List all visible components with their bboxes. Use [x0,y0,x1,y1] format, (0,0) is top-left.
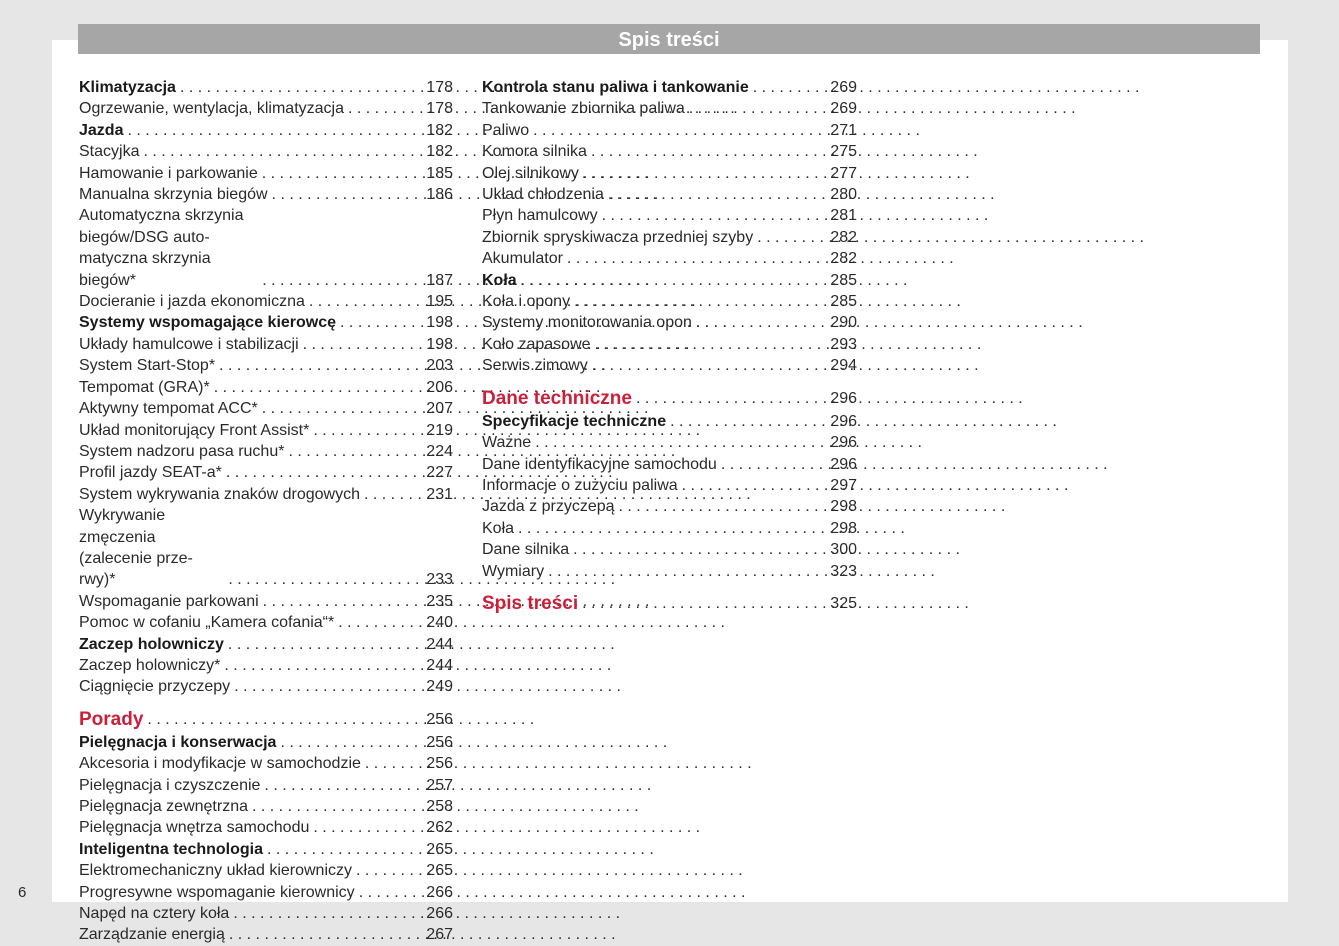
toc-dot-leader [666,411,807,432]
toc-dot-leader [305,291,403,312]
toc-page-number: 206 [426,378,453,396]
toc-dot-leader [615,496,807,517]
toc-page-number: 233 [426,571,453,589]
toc-entry-title: Zarządzanie energią [79,926,225,944]
toc-section-entry[interactable] [79,732,453,753]
toc-page-number: 269 [830,79,857,96]
toc-page-number: 265 [426,862,453,880]
toc-entry[interactable] [482,539,857,560]
toc-dot-leader [591,334,807,355]
toc-entry-title: Automatyczna skrzynia biegów/DSG auto-matyczna skrzynia biegów* [79,207,244,289]
toc-entry-title: Paliwo [482,121,530,139]
toc-entry-title: Płyn hamulcowy [482,207,598,225]
toc-entry-title: Ogrzewanie, wentylacja, klimatyzacja [79,100,344,118]
toc-entry-title: Koła i opony [482,293,571,311]
toc-entry[interactable] [79,676,453,697]
toc-entry[interactable] [79,141,453,162]
toc-page-number: 227 [426,464,453,482]
toc-page-number: 198 [426,335,453,353]
toc-entry-title: Zbiornik spryskiwacza przedniej szyby [482,228,754,246]
toc-entry-title: Progresywne wspomaganie kierownicy [79,883,355,901]
toc-entry[interactable] [482,355,857,376]
toc-entry[interactable] [79,860,453,881]
toc-page-number: 266 [426,905,453,923]
toc-dot-leader [678,475,807,496]
toc-dot-leader [143,708,403,732]
toc-entry[interactable] [79,753,453,774]
toc-entry[interactable] [79,591,453,612]
toc-entry-title: Kontrola stanu paliwa i tankowanie [482,79,749,96]
toc-dot-leader [352,860,403,881]
toc-entry[interactable] [79,163,453,184]
toc-page-number: 325 [830,594,857,612]
toc-dot-leader [544,561,807,582]
toc-page-number: 219 [426,421,453,439]
toc-entry[interactable] [79,924,453,945]
toc-page-number: 282 [830,250,857,268]
toc-dot-leader [260,775,403,796]
toc-page-number: 323 [830,562,857,580]
toc-dot-leader [588,355,807,376]
toc-entry[interactable] [482,184,857,205]
toc-entry-title: Jazda [79,121,124,139]
toc-dot-leader [309,817,403,838]
toc-entry[interactable] [79,420,453,441]
toc-page-number: 231 [426,485,453,503]
toc-entry[interactable] [482,120,857,141]
toc-entry[interactable] [79,775,453,796]
toc-entry-title: Pomoc w cofaniu „Kamera cofania“* [79,614,335,632]
toc-page-number: 280 [830,186,857,204]
toc-entry-title: Hamowanie i parkowanie [79,164,258,182]
toc-dot-leader [355,882,403,903]
toc-page-number: 271 [830,121,857,139]
toc-page-number: 185 [426,164,453,182]
toc-dot-leader [222,462,403,483]
toc-page-number: 296 [830,389,857,407]
toc-page-number: 256 [426,733,453,751]
toc-chapter-entry[interactable] [482,387,857,411]
toc-page-number: 277 [830,164,857,182]
toc-page-number: 267 [426,926,453,944]
toc-entry-title: Wykrywanie zmęczenia (zalecenie prze-rwy)* [79,507,193,589]
toc-section-entry[interactable] [482,411,857,432]
toc-entry-title: Koła [482,271,517,289]
toc-dot-leader [598,205,807,226]
toc-page-number: 262 [426,819,453,837]
toc-entry[interactable] [482,248,857,269]
toc-entry[interactable] [482,432,857,453]
toc-entry-title: Zaczep holowniczy [79,635,224,653]
toc-page-number: 258 [426,798,453,815]
toc-entry-title: System nadzoru pasa ruchu* [79,442,285,460]
toc-entry[interactable] [79,355,453,376]
toc-entry-title: Układ chłodzenia [482,186,604,204]
page-header-title: Spis treści [78,24,1260,54]
toc-entry-title: Serwis zimowy [482,357,588,375]
toc-entry[interactable] [482,454,857,475]
toc-dot-leader [215,355,403,376]
toc-entry-title: Tankowanie zbiornika paliwa [482,100,685,118]
toc-page-number: 296 [830,412,857,430]
toc-entry[interactable] [482,334,857,355]
toc-entry-title: Stacyjka [79,143,140,161]
toc-page-number: 285 [830,271,857,289]
toc-dot-leader [230,676,403,697]
toc-dot-leader [344,98,403,119]
toc-entry-title: Aktywny tempomat ACC* [79,400,258,418]
toc-dot-leader [258,270,403,291]
toc-entry-title: Komora silnika [482,143,587,161]
toc-page-number: 249 [426,678,453,696]
toc-entry-title: System wykrywania znaków drogowych [79,485,360,503]
toc-dot-leader [361,753,403,774]
toc-dot-leader [632,387,807,411]
toc-entry-title: Tempomat (GRA)* [79,378,210,396]
toc-page-number: 203 [426,357,453,375]
toc-entry-title: Akcesoria i modyfikacje w samochodzie [79,755,361,773]
toc-entry-title: Pielęgnacja i czyszczenie [79,776,261,794]
toc-page-number: 298 [830,519,857,537]
toc-page-number: 269 [830,100,857,118]
toc-entry-title: Ważne [482,434,532,452]
toc-dot-leader [579,163,807,184]
toc-section-entry[interactable] [79,839,453,860]
toc-dot-leader [176,77,403,98]
toc-dot-leader [268,184,403,205]
toc-entry-title: Pielęgnacja zewnętrzna [79,798,248,815]
toc-entry[interactable] [79,796,453,817]
toc-dot-leader [514,518,807,539]
toc-dot-leader [139,141,403,162]
toc-page-number: 244 [426,656,453,674]
toc-dot-leader [563,248,807,269]
toc-entry[interactable] [79,291,453,312]
toc-page-number: 300 [830,541,857,559]
toc-dot-leader [336,312,403,333]
toc-dot-leader [248,796,403,817]
toc-dot-leader [284,441,403,462]
toc-page-number: 182 [426,121,453,139]
toc-dot-leader [259,591,403,612]
toc-page-number: 207 [426,400,453,418]
toc-dot-leader [123,120,403,141]
toc-left-column [79,77,453,946]
toc-page-number: 235 [426,592,453,610]
toc-dot-leader [224,634,403,655]
toc-entry[interactable] [482,98,857,119]
toc-entry[interactable] [482,205,857,226]
toc-dot-leader [753,227,807,248]
toc-entry[interactable] [79,462,453,483]
toc-entry-title: System Start-Stop* [79,357,216,375]
toc-page-number: 244 [426,635,453,653]
toc-page-number: 256 [426,755,453,773]
toc-entry-title: Dane techniczne [482,387,632,409]
toc-page-number: 178 [426,100,453,118]
toc-dot-leader [220,655,403,676]
toc-entry-title: Docieranie i jazda ekonomiczna [79,293,305,311]
toc-page-number: 294 [830,357,857,375]
toc-page-number: 240 [426,614,453,632]
toc-section-entry[interactable] [79,312,453,333]
toc-page-number: 297 [830,476,857,494]
toc-dot-leader [299,334,403,355]
toc-entry[interactable] [482,227,857,248]
toc-page-number: 257 [426,776,453,794]
toc-dot-leader [604,184,807,205]
toc-entry-title: Jazda z przyczepą [482,498,615,516]
toc-dot-leader [225,924,403,945]
toc-entry-title: Akumulator [482,250,563,268]
toc-entry[interactable] [79,505,453,591]
toc-dot-leader [570,291,807,312]
toc-entry[interactable] [482,518,857,539]
toc-entry-title: Systemy wspomagające kierowcę [79,314,337,332]
toc-entry-title: Porady [79,708,144,730]
toc-dot-leader [749,77,807,98]
toc-entry[interactable] [79,205,453,291]
toc-dot-leader [258,163,403,184]
toc-entry-title: Układy hamulcowe i stabilizacji [79,335,299,353]
toc-dot-leader [263,839,403,860]
toc-page-number: 178 [426,79,453,96]
toc-section-entry[interactable] [482,77,857,98]
toc-entry-title: Spis treści [482,592,579,614]
toc-page-number: 281 [830,207,857,225]
toc-dot-leader [258,398,403,419]
toc-entry-title: Koła [482,519,515,537]
toc-dot-leader [360,484,403,505]
toc-page-number: 182 [426,143,453,161]
toc-dot-leader [309,420,403,441]
toc-entry[interactable] [79,612,453,633]
toc-dot-leader [224,569,403,590]
toc-page-number: 198 [426,314,453,332]
toc-section-entry[interactable] [79,120,453,141]
toc-entry[interactable] [79,655,453,676]
toc-entry[interactable] [482,496,857,517]
toc-entry-title: Wspomaganie parkowani [79,592,259,610]
toc-dot-leader [334,612,403,633]
toc-entry[interactable] [79,484,453,505]
toc-entry-title: Pielęgnacja i konserwacja [79,733,277,751]
toc-page-number: 186 [426,186,453,204]
toc-entry-title: Wymiary [482,562,545,580]
toc-entry-title: Koło zapasowe [482,335,591,353]
toc-entry[interactable] [482,291,857,312]
toc-entry-title: Układ monitorujący Front Assist* [79,421,310,439]
toc-entry-title: Ciągnięcie przyczepy [79,678,231,696]
toc-dot-leader [276,732,403,753]
toc-dot-leader [717,454,807,475]
toc-entry-title: Napęd na cztery koła [79,905,230,923]
toc-entry[interactable] [482,141,857,162]
toc-entry[interactable] [79,334,453,355]
toc-page-number: 187 [426,271,453,289]
toc-page-number: 285 [830,293,857,311]
toc-dot-leader [685,98,807,119]
toc-dot-leader [578,592,807,616]
toc-entry-title: Klimatyzacja [79,79,176,96]
toc-dot-leader [517,270,807,291]
toc-section-entry[interactable] [482,270,857,291]
toc-page-number: 296 [830,455,857,473]
toc-entry-title: Profil jazdy SEAT-a* [79,464,222,482]
toc-entry[interactable] [482,561,857,582]
toc-page-number: 224 [426,442,453,460]
toc-chapter-entry[interactable] [482,592,857,616]
toc-page-number: 275 [830,143,857,161]
toc-page-number: 282 [830,228,857,246]
toc-chapter-entry[interactable] [79,708,453,732]
toc-entry[interactable] [79,882,453,903]
toc-entry[interactable] [79,377,453,398]
toc-dot-leader [229,903,403,924]
toc-dot-leader [692,312,807,333]
toc-page-number: 266 [426,883,453,901]
toc-entry[interactable] [79,184,453,205]
toc-right-column [482,77,857,616]
toc-entry-title: Zaczep holowniczy* [79,656,221,674]
toc-entry[interactable] [482,163,857,184]
page-number: 6 [18,884,27,901]
toc-entry[interactable] [79,903,453,924]
toc-entry-title: Systemy monitorowania opon [482,314,692,332]
toc-page-number: 293 [830,335,857,353]
toc-entry-title: Olej silnikowy [482,164,579,182]
toc-dot-leader [529,120,807,141]
toc-entry-title: Pielęgnacja wnętrza samochodu [79,819,310,837]
toc-dot-leader [587,141,807,162]
toc-page-number: 195 [426,293,453,311]
toc-page-number: 256 [426,710,453,728]
toc-entry[interactable] [79,817,453,838]
toc-entry-title: Dane silnika [482,541,570,559]
toc-entry-title: Informacje o zużyciu paliwa [482,476,678,494]
toc-entry-title: Dane identyfikacyjne samochodu [482,455,717,473]
toc-entry[interactable] [482,475,857,496]
toc-section-entry[interactable] [79,77,453,98]
toc-page-number: 290 [830,314,857,332]
toc-entry[interactable] [482,312,857,333]
toc-entry[interactable] [79,98,453,119]
toc-dot-leader [531,432,807,453]
toc-entry-title: Elektromechaniczny układ kierowniczy [79,862,352,880]
toc-entry[interactable] [79,441,453,462]
toc-entry-title: Manualna skrzynia biegów [79,186,268,204]
toc-entry[interactable] [79,398,453,419]
toc-page-number: 296 [830,434,857,452]
toc-dot-leader [569,539,807,560]
toc-page-number: 265 [426,840,453,858]
toc-entry-title: Specyfikacje techniczne [482,412,667,430]
toc-entry-title: Inteligentna technologia [79,840,264,858]
toc-page-number: 298 [830,498,857,516]
toc-section-entry[interactable] [79,634,453,655]
toc-dot-leader [210,377,403,398]
